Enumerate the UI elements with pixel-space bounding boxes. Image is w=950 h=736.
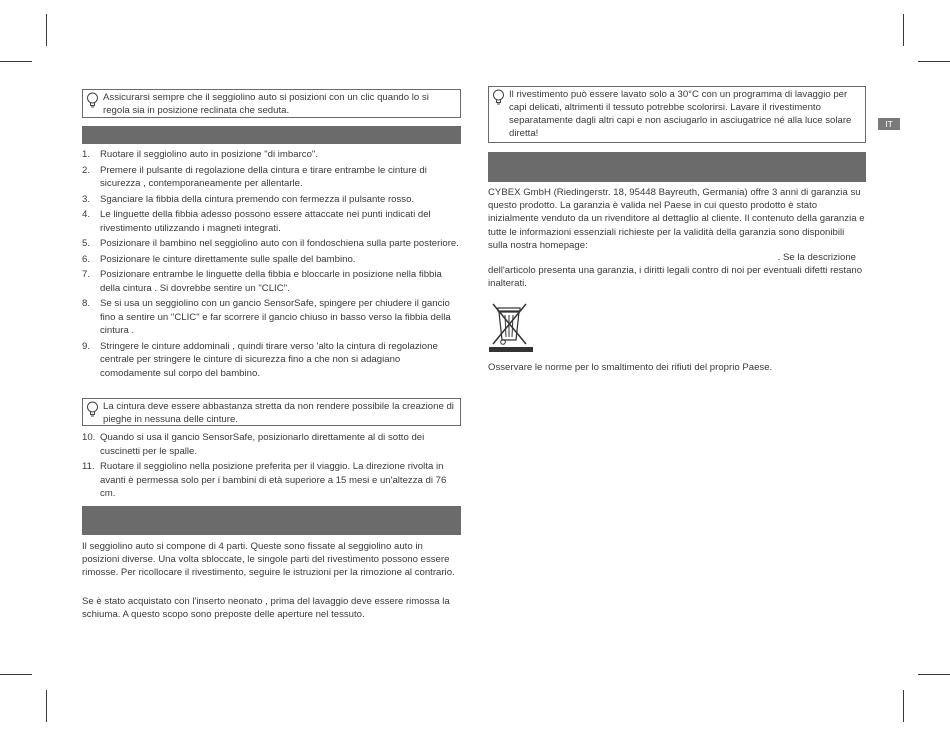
lightbulb-icon (492, 89, 505, 105)
lightbulb-icon (86, 92, 99, 108)
language-tab: IT (878, 118, 900, 130)
crop-mark (46, 690, 47, 722)
infant-insert-paragraph: Se è stato acquistato con l'inserto neonato , prima del lavaggio deve essere rimossa la schiuma. A questo scopo sono preposte delle aperture nel tessuto. (82, 596, 450, 621)
list-item (82, 460, 463, 501)
crop-mark (918, 674, 950, 675)
warranty-paragraph-end: dell'articolo presenta una garanzia, i diritti legali contro di noi per eventuali difetti restano inalterati. (488, 265, 863, 290)
crop-mark (0, 61, 32, 62)
step-text: Ruotare il seggiolino auto in posizione "di imbarco". (100, 149, 318, 160)
crop-mark (46, 14, 47, 46)
tip-text: La cintura deve essere abbastanza stretta da non rendere possibile la creazione di pieghe in nessuna delle cinture. (103, 401, 454, 425)
list-item (82, 164, 463, 191)
step-number: 3. (82, 193, 91, 205)
step-text: Posizionare le cinture direttamente sulle spalle del bambino. (100, 253, 356, 265)
step-text: Posizionare entrambe le linguette della fibbia e bloccarle in posizione nella fibbia della cintura . Si dovrebbe sentire un "CLIC". (100, 269, 442, 294)
tip-text: Il rivestimento può essere lavato solo a 30°C con un programma di lavaggio per capi delicati, altrimenti il tessuto potrebbe scolorirsi. Lavare il rivestimento separatamente dagli altri capi e non asciugarlo in asciugatrice né alla luce solare diretta! (509, 89, 852, 139)
step-text: Se si usa un seggiolino con un gancio SensorSafe, spingere per chiudere il gancio fino a sentire un "CLIC" e far scorrere il gancio chiuso in basso verso la fibbia della cintura . (100, 298, 451, 336)
section-header-bar (488, 152, 866, 182)
step-number: 6. (82, 253, 91, 265)
step-text: Le linguette della fibbia adesso possono essere attaccate nei punti indicati del rivestimento utilizzando i magneti integrati. (100, 209, 431, 234)
tip-box-washing (488, 86, 866, 143)
step-text: Quando si usa il gancio SensorSafe, posizionarlo direttamente al di sotto dei cuscinetti per le spalle. (100, 432, 425, 457)
step-text: Ruotare il seggiolino nella posizione preferita per il viaggio. La direzione rivolta in avanti è permessa solo per i bambini di età superiore a 15 mesi e un'altezza di 76 cm. (100, 461, 447, 499)
step-number: 7. (82, 269, 91, 280)
step-text: Posizionare il bambino nel seggiolino auto con il fondoschiena sulla parte posteriore. (100, 238, 459, 249)
step-number: 2. (82, 164, 91, 176)
list-item (82, 297, 463, 338)
step-text: Stringere le cinture addominali , quindi tirare verso 'alto la cintura di regolazione centrale per stringere le cinture di sicurezza fino a che non si adagiano comodamente sul corpo del bambino. (100, 340, 438, 379)
step-number: 9. (82, 340, 91, 352)
step-text: Sganciare la fibbia della cintura premendo con fermezza il pulsante rosso. (100, 193, 415, 205)
instruction-list-continued (82, 431, 463, 501)
warranty-paragraph: CYBEX GmbH (Riedingerstr. 18, 95448 Bayreuth, Germania) offre 3 anni di garanzia su questo prodotto. La garanzia è valida nel Paese in cui questo prodotto è stato inizialmente venduto da un rivenditore al dettaglio al cliente. Il contenuto della garanzia e tutte le informazioni essenziali richieste per la validità della garanzia sono disponibili sulla nostra homepage: (488, 187, 865, 251)
step-number: 1. (82, 149, 91, 160)
instruction-list (82, 148, 463, 380)
section-header-bar (82, 506, 461, 535)
section-header-bar (82, 126, 461, 144)
disposal-paragraph: Osservare le norme per lo smaltimento dei rifiuti del proprio Paese. (488, 362, 773, 373)
step-number: 8. (82, 298, 91, 309)
step-number: 10. (82, 432, 96, 443)
list-item (82, 237, 463, 251)
list-item (82, 431, 463, 458)
tip-box-belt (82, 398, 461, 426)
step-number: 4. (82, 209, 91, 220)
crossed-out-wheelie-bin-icon (488, 300, 534, 352)
step-text: Premere il pulsante di regolazione della cintura e tirare entrambe le cinture di sicurezza , contemporaneamente per allentarle. (100, 164, 427, 189)
tip-text: Assicurarsi sempre che il seggiolino auto si posizioni con un clic quando lo si regola sia in posizione reclinata che seduta. (103, 92, 429, 116)
list-item (82, 268, 463, 295)
tip-box-click (82, 89, 461, 118)
list-item (82, 208, 463, 235)
lightbulb-icon (86, 401, 99, 417)
list-item (82, 148, 463, 162)
cover-parts-paragraph: Il seggiolino auto si compone di 4 parti. Queste sono fissate al seggiolino auto in posizioni diverse. Una volta sbloccate, le singole parti del rivestimento possono essere rimosse. Per ricollocare il rivestimento, seguire le istruzioni per la rimozione al contrario. (82, 541, 455, 579)
warranty-paragraph-cont: . Se la descrizione (777, 252, 856, 263)
list-item (82, 340, 463, 381)
crop-mark (0, 674, 32, 675)
crop-mark (903, 14, 904, 46)
crop-mark (918, 61, 950, 62)
list-item (82, 193, 463, 207)
crop-mark (903, 690, 904, 722)
step-number: 5. (82, 238, 91, 249)
step-number: 11. (82, 461, 95, 472)
list-item (82, 253, 463, 267)
